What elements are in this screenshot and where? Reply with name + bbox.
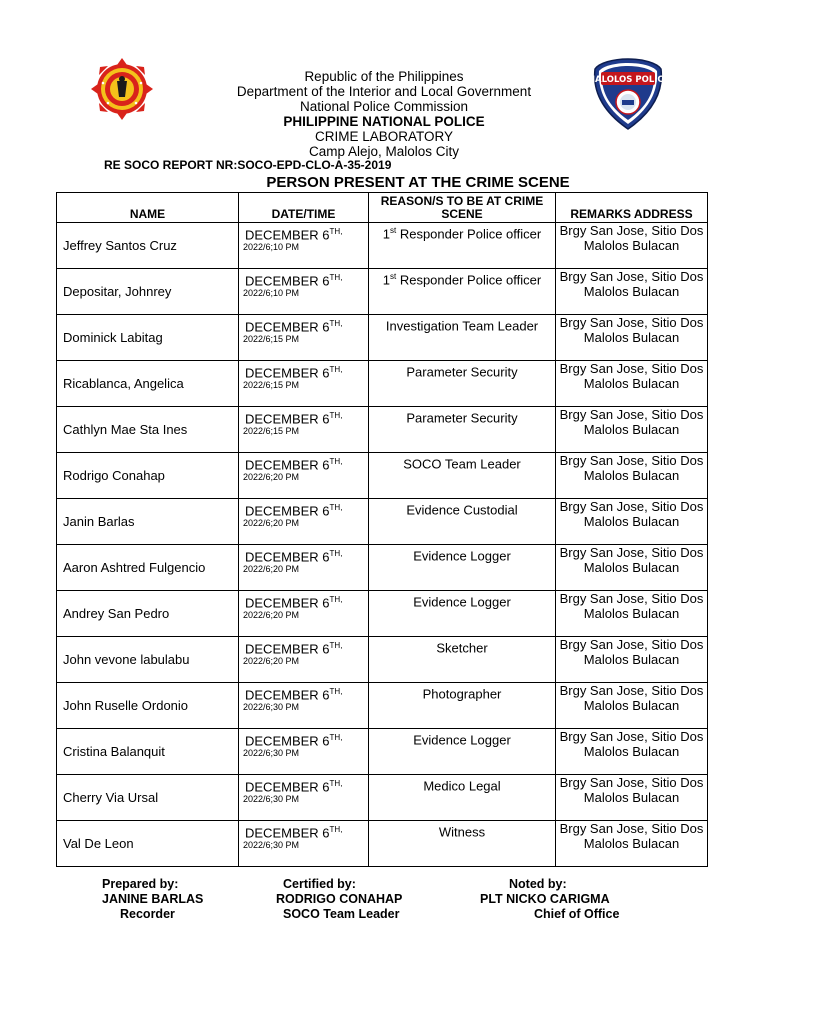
date-line	[239, 545, 368, 564]
reason-prefix: 1	[382, 226, 390, 242]
remarks-address: Brgy San Jose, Sitio Dos Malolos Bulacan	[556, 269, 708, 315]
table-row	[57, 545, 708, 591]
reason-cell	[369, 545, 556, 591]
time-text: 2022/6;30 PM	[243, 840, 300, 851]
person-name: Andrey San Pedro	[57, 591, 239, 637]
table-body	[57, 223, 708, 867]
date-cell	[239, 315, 369, 361]
date-cell	[239, 637, 369, 683]
table-row	[57, 821, 708, 867]
noted-by-label: Noted by:	[509, 877, 567, 891]
time-text: 2022/6;20 PM	[243, 518, 300, 529]
date-text: DECEMBER 6	[245, 549, 330, 565]
time-text: 2022/6;10 PM	[243, 288, 300, 299]
table-row	[57, 591, 708, 637]
reason-text: Sketcher	[436, 640, 488, 656]
date-text: DECEMBER 6	[245, 273, 330, 289]
reason-suffix: st	[389, 272, 397, 281]
date-suffix: TH,	[329, 733, 343, 742]
date-line	[239, 407, 368, 426]
header-department: Department of the Interior and Local Government	[236, 84, 532, 99]
date-suffix: TH,	[329, 365, 343, 374]
header-camp: Camp Alejo, Malolos City	[308, 144, 460, 159]
remarks-address: Brgy San Jose, Sitio Dos Malolos Bulacan	[556, 775, 708, 821]
remarks-address: Brgy San Jose, Sitio Dos Malolos Bulacan	[556, 637, 708, 683]
report-number: RE SOCO REPORT NR:SOCO-EPD-CLO-A-35-2019	[104, 158, 392, 172]
remarks-address: Brgy San Jose, Sitio Dos Malolos Bulacan	[556, 315, 708, 361]
time-text: 2022/6;20 PM	[243, 564, 300, 575]
date-line	[239, 775, 368, 794]
reason-cell	[369, 683, 556, 729]
noted-by-name: PLT NICKO CARIGMA	[480, 892, 610, 906]
reason-cell	[369, 637, 556, 683]
date-text: DECEMBER 6	[245, 595, 330, 611]
persons-table	[56, 192, 708, 867]
reason-cell	[369, 499, 556, 545]
time-text: 2022/6;30 PM	[243, 794, 300, 805]
reason-cell	[369, 407, 556, 453]
date-cell	[239, 269, 369, 315]
col-header-date: DATE/TIME	[239, 193, 369, 223]
date-suffix: TH,	[329, 687, 343, 696]
date-text: DECEMBER 6	[245, 825, 330, 841]
certified-by-title: SOCO Team Leader	[283, 907, 400, 921]
date-line	[239, 591, 368, 610]
remarks-address: Brgy San Jose, Sitio Dos Malolos Bulacan	[556, 453, 708, 499]
table-row	[57, 315, 708, 361]
reason-cell	[369, 361, 556, 407]
date-suffix: TH,	[329, 595, 343, 604]
remarks-address: Brgy San Jose, Sitio Dos Malolos Bulacan	[556, 223, 708, 269]
reason-text: Evidence Logger	[413, 594, 511, 610]
reason-suffix: st	[389, 226, 397, 235]
reason-text: Investigation Team Leader	[385, 318, 539, 334]
person-name: Rodrigo Conahap	[57, 453, 239, 499]
date-line	[239, 269, 368, 288]
reason-text: Parameter Security	[406, 410, 518, 426]
reason-cell	[369, 821, 556, 867]
table-row	[57, 775, 708, 821]
table-header-row	[57, 193, 708, 223]
date-cell	[239, 591, 369, 637]
reason-text: Medico Legal	[423, 778, 501, 794]
date-suffix: TH,	[329, 319, 343, 328]
table-row	[57, 729, 708, 775]
person-name: John Ruselle Ordonio	[57, 683, 239, 729]
date-text: DECEMBER 6	[245, 227, 330, 243]
date-line	[239, 453, 368, 472]
date-cell	[239, 453, 369, 499]
date-line	[239, 315, 368, 334]
person-name: Cherry Via Ursal	[57, 775, 239, 821]
remarks-address: Brgy San Jose, Sitio Dos Malolos Bulacan	[556, 545, 708, 591]
header-commission: National Police Commission	[299, 99, 469, 114]
person-name: Jeffrey Santos Cruz	[57, 223, 239, 269]
date-text: DECEMBER 6	[245, 411, 330, 427]
col-header-reason: REASON/S TO BE AT CRIME SCENE	[369, 193, 556, 223]
date-suffix: TH,	[329, 825, 343, 834]
date-text: DECEMBER 6	[245, 503, 330, 519]
date-suffix: TH,	[329, 779, 343, 788]
table-row	[57, 361, 708, 407]
time-text: 2022/6;30 PM	[243, 748, 300, 759]
date-cell	[239, 775, 369, 821]
table-row	[57, 499, 708, 545]
reason-text: Evidence Custodial	[406, 502, 518, 518]
signatories	[0, 877, 768, 927]
header-pnp: PHILIPPINE NATIONAL POLICE	[283, 114, 485, 129]
date-text: DECEMBER 6	[245, 365, 330, 381]
time-text: 2022/6;15 PM	[243, 426, 300, 437]
reason-cell	[369, 269, 556, 315]
remarks-address: Brgy San Jose, Sitio Dos Malolos Bulacan	[556, 683, 708, 729]
date-line	[239, 637, 368, 656]
reason-text: Evidence Logger	[413, 732, 511, 748]
date-cell	[239, 821, 369, 867]
person-name: John vevone labulabu	[57, 637, 239, 683]
date-text: DECEMBER 6	[245, 687, 330, 703]
col-header-remarks: REMARKS ADDRESS	[556, 193, 708, 223]
person-name: Cathlyn Mae Sta Ines	[57, 407, 239, 453]
date-suffix: TH,	[329, 273, 343, 282]
reason-text: SOCO Team Leader	[403, 456, 521, 472]
header-crime-lab: CRIME LABORATORY	[314, 129, 454, 144]
person-name: Val De Leon	[57, 821, 239, 867]
date-cell	[239, 361, 369, 407]
remarks-address: Brgy San Jose, Sitio Dos Malolos Bulacan	[556, 821, 708, 867]
table-row	[57, 637, 708, 683]
date-text: DECEMBER 6	[245, 641, 330, 657]
badge-text: MALOLOS POLICE	[586, 75, 670, 85]
certified-by-name: RODRIGO CONAHAP	[276, 892, 403, 906]
date-cell	[239, 729, 369, 775]
date-line	[239, 223, 368, 242]
reason-text: Witness	[438, 824, 486, 840]
date-line	[239, 821, 368, 840]
reason-text: Photographer	[422, 686, 502, 702]
remarks-address: Brgy San Jose, Sitio Dos Malolos Bulacan	[556, 361, 708, 407]
date-line	[239, 683, 368, 702]
date-line	[239, 361, 368, 380]
table-row	[57, 407, 708, 453]
remarks-address: Brgy San Jose, Sitio Dos Malolos Bulacan	[556, 499, 708, 545]
document-title: PERSON PRESENT AT THE CRIME SCENE	[266, 174, 570, 191]
person-name: Dominick Labitag	[57, 315, 239, 361]
date-cell	[239, 499, 369, 545]
remarks-address: Brgy San Jose, Sitio Dos Malolos Bulacan	[556, 407, 708, 453]
date-line	[239, 499, 368, 518]
reason-text: Responder Police officer	[396, 272, 542, 288]
time-text: 2022/6;20 PM	[243, 472, 300, 483]
prepared-by-name: JANINE BARLAS	[102, 892, 204, 906]
time-text: 2022/6;10 PM	[243, 242, 300, 253]
col-header-name: NAME	[57, 193, 239, 223]
reason-cell	[369, 591, 556, 637]
reason-cell	[369, 315, 556, 361]
date-line	[239, 729, 368, 748]
date-text: DECEMBER 6	[245, 779, 330, 795]
date-suffix: TH,	[329, 641, 343, 650]
person-name: Depositar, Johnrey	[57, 269, 239, 315]
remarks-address: Brgy San Jose, Sitio Dos Malolos Bulacan	[556, 729, 708, 775]
date-text: DECEMBER 6	[245, 733, 330, 749]
time-text: 2022/6;20 PM	[243, 610, 300, 621]
time-text: 2022/6;30 PM	[243, 702, 300, 713]
time-text: 2022/6;15 PM	[243, 380, 300, 391]
remarks-address: Brgy San Jose, Sitio Dos Malolos Bulacan	[556, 591, 708, 637]
reason-cell	[369, 775, 556, 821]
date-text: DECEMBER 6	[245, 319, 330, 335]
person-name: Aaron Ashtred Fulgencio	[57, 545, 239, 591]
prepared-by-title: Recorder	[120, 907, 175, 921]
table-row	[57, 269, 708, 315]
reason-cell	[369, 453, 556, 499]
date-suffix: TH,	[329, 549, 343, 558]
person-name: Cristina Balanquit	[57, 729, 239, 775]
time-text: 2022/6;20 PM	[243, 656, 300, 667]
date-cell	[239, 223, 369, 269]
date-suffix: TH,	[329, 503, 343, 512]
reason-prefix: 1	[382, 272, 390, 288]
date-cell	[239, 683, 369, 729]
reason-text: Parameter Security	[406, 364, 518, 380]
person-name: Ricablanca, Angelica	[57, 361, 239, 407]
person-name: Janin Barlas	[57, 499, 239, 545]
table-row	[57, 683, 708, 729]
date-suffix: TH,	[329, 411, 343, 420]
table-row	[57, 453, 708, 499]
reason-text: Responder Police officer	[396, 226, 542, 242]
date-suffix: TH,	[329, 227, 343, 236]
date-text: DECEMBER 6	[245, 457, 330, 473]
prepared-by-label: Prepared by:	[102, 877, 179, 891]
date-cell	[239, 407, 369, 453]
date-cell	[239, 545, 369, 591]
time-text: 2022/6;15 PM	[243, 334, 300, 345]
header-republic: Republic of the Philippines	[304, 69, 464, 84]
table-row	[57, 223, 708, 269]
noted-by-title: Chief of Office	[534, 907, 620, 921]
reason-cell	[369, 729, 556, 775]
date-suffix: TH,	[329, 457, 343, 466]
reason-text: Evidence Logger	[413, 548, 511, 564]
reason-cell	[369, 223, 556, 269]
certified-by-label: Certified by:	[283, 877, 356, 891]
